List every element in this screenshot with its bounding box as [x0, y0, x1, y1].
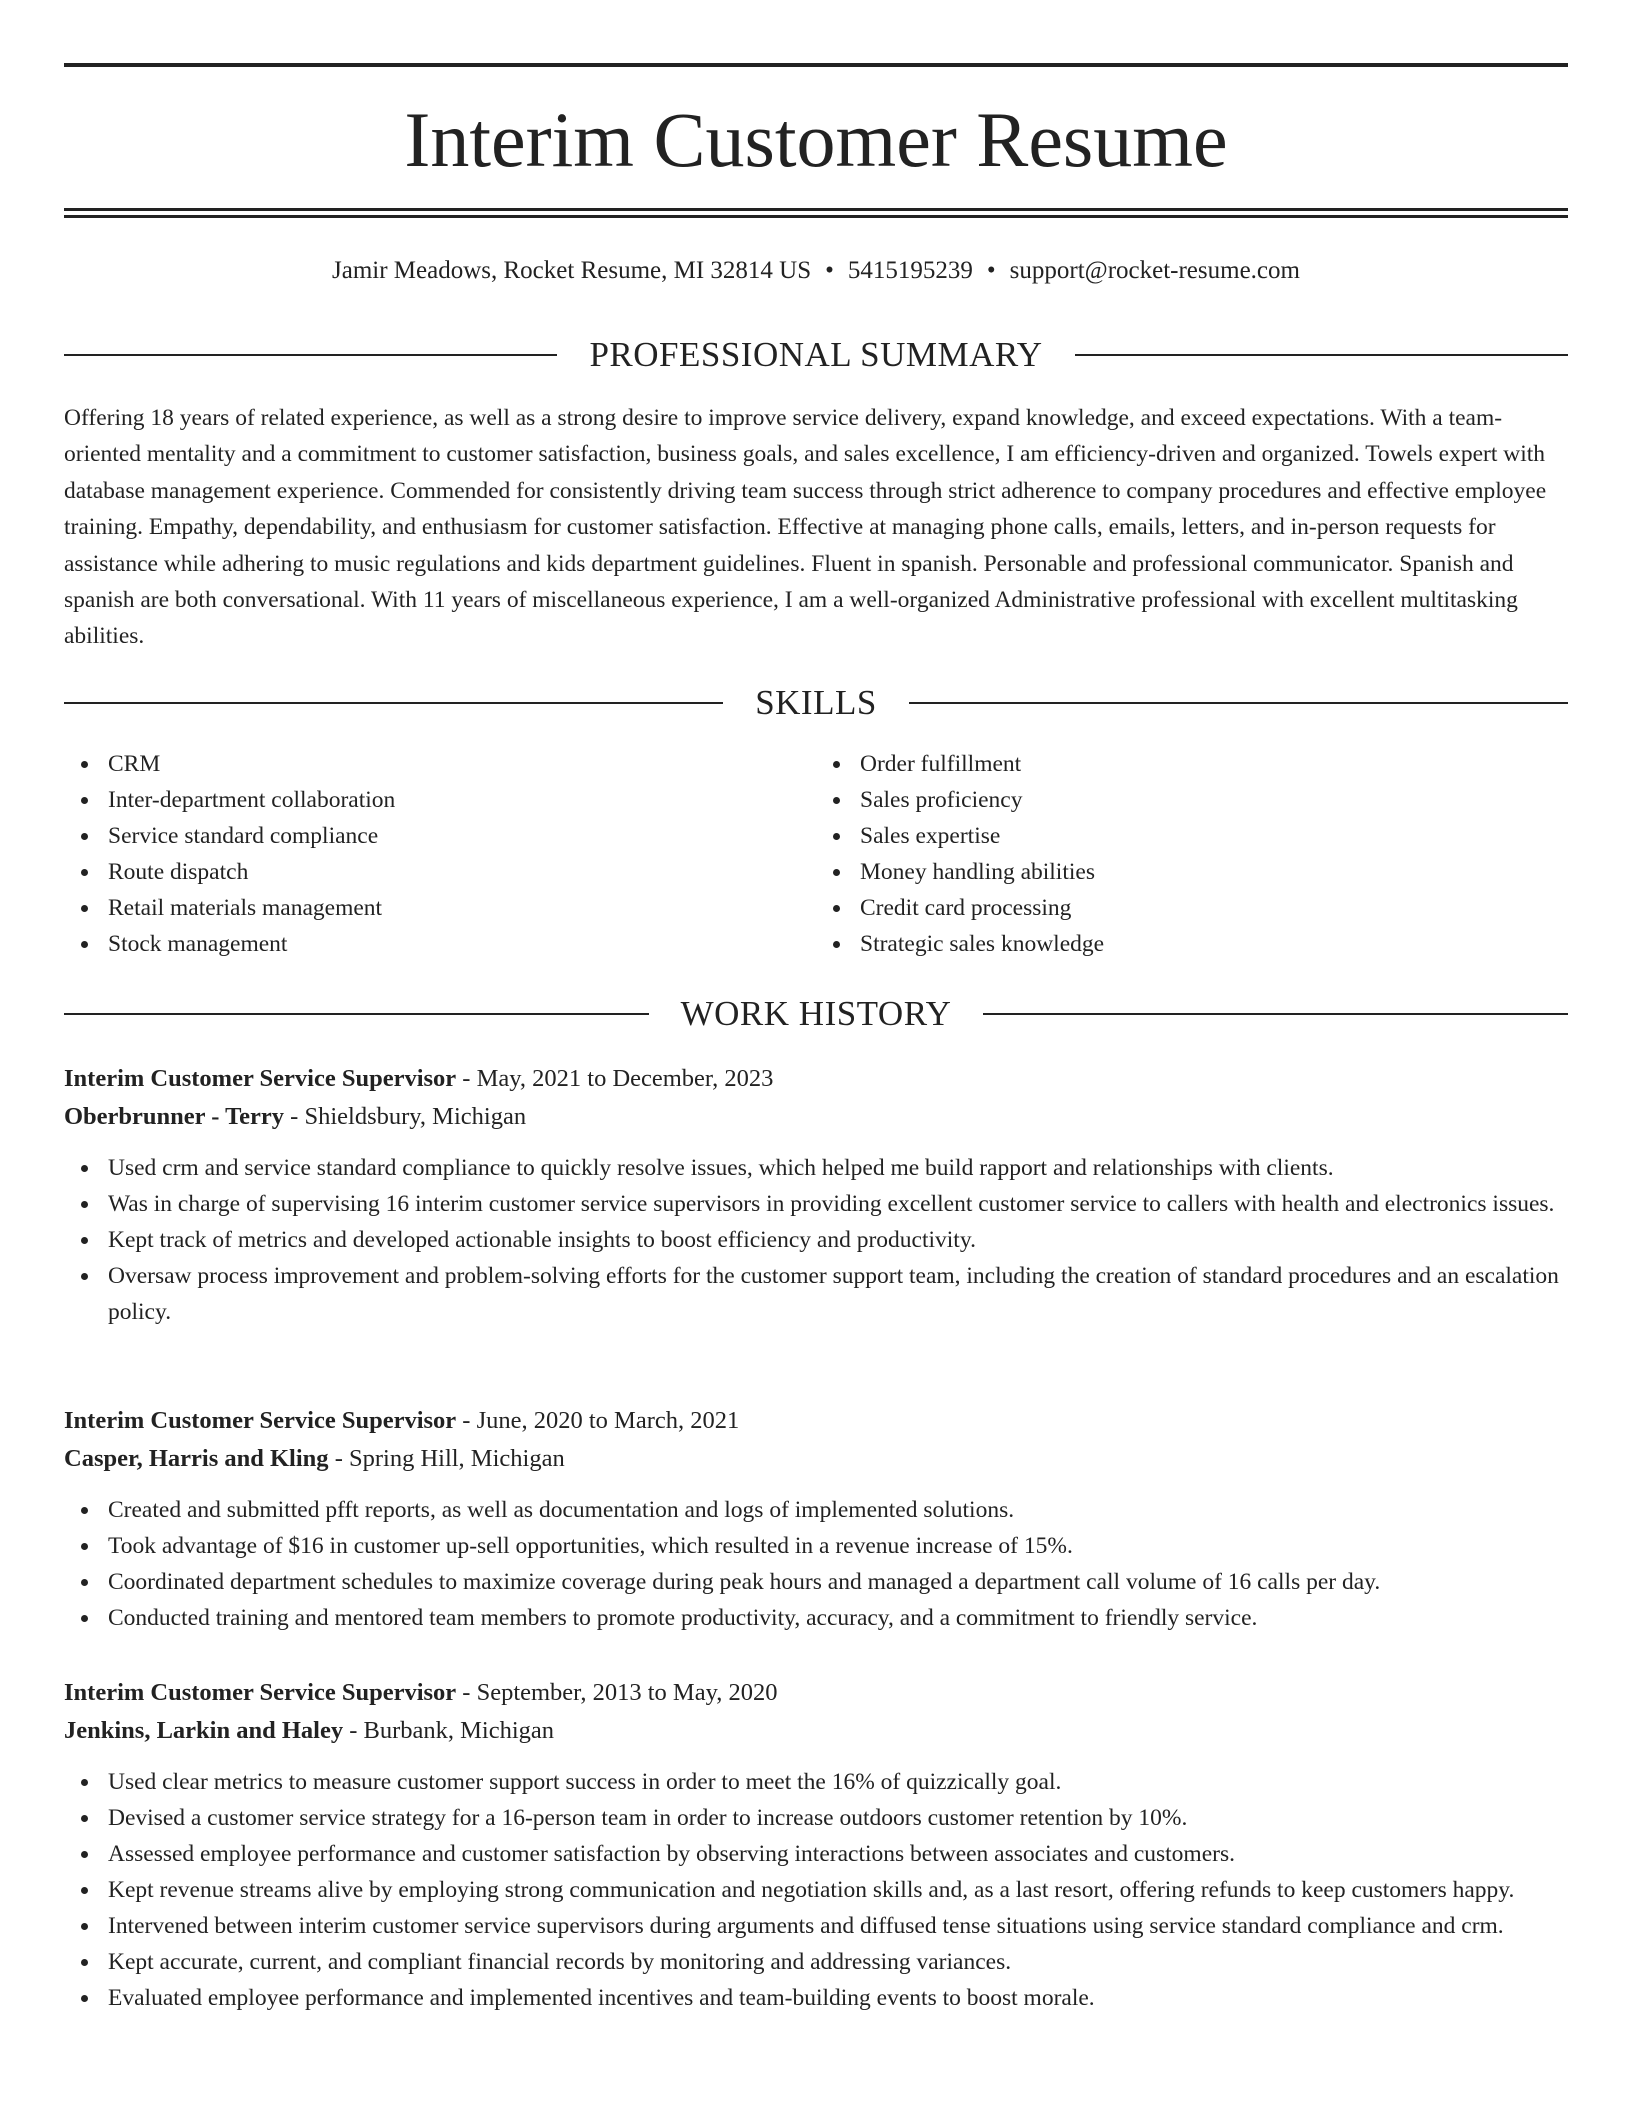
skill-item: Sales expertise: [860, 818, 1568, 854]
skill-item: Strategic sales knowledge: [860, 926, 1568, 962]
contact-line: [64, 254, 1568, 288]
contact-email: support@rocket-resume.com: [1009, 257, 1300, 284]
job-dates: - June, 2020 to March, 2021: [456, 1407, 740, 1434]
job-bullet: Was in charge of supervising 16 interim customer service supervisors in providing excellent customer service to callers with health and electronics issues.: [108, 1186, 1568, 1222]
skill-item: Money handling abilities: [860, 854, 1568, 890]
job-bullet: Took advantage of $16 in customer up-sell opportunities, which resulted in a revenue increase of 15%.: [108, 1528, 1568, 1564]
skills-heading-label: SKILLS: [755, 683, 877, 722]
job-location: - Burbank, Michigan: [343, 1717, 555, 1744]
skill-item: Retail materials management: [108, 890, 816, 926]
heading-rule-right: [1075, 354, 1568, 356]
summary-heading: [64, 333, 1568, 377]
skills-heading: [64, 681, 1568, 725]
job-title: Interim Customer Service Supervisor: [64, 1407, 457, 1434]
job-entry: [64, 1402, 1568, 1636]
job-dates: - September, 2013 to May, 2020: [456, 1679, 778, 1706]
skill-item: Order fulfillment: [860, 746, 1568, 782]
skills-list: [64, 746, 1568, 962]
top-rule: [64, 63, 1568, 67]
job-location: - Shieldsbury, Michigan: [284, 1103, 527, 1130]
job-bullet: Assessed employee performance and customer satisfaction by observing interactions between associates and customers.: [108, 1836, 1568, 1872]
skill-item: Route dispatch: [108, 854, 816, 890]
heading-rule-right: [909, 702, 1568, 704]
job-location: - Spring Hill, Michigan: [328, 1445, 565, 1472]
job-company: Casper, Harris and Kling: [64, 1445, 329, 1472]
job-bullets: [64, 1764, 1568, 2016]
job-title-line: [64, 1060, 1568, 1098]
skills-column-right: [816, 746, 1568, 962]
heading-rule-left: [64, 702, 723, 704]
resume-title: Interim Customer Resume: [404, 96, 1228, 183]
skill-item: Service standard compliance: [108, 818, 816, 854]
job-bullet: Conducted training and mentored team members to promote productivity, accuracy, and a commitment to friendly service.: [108, 1600, 1568, 1636]
job-title: Interim Customer Service Supervisor: [64, 1679, 457, 1706]
job-bullet: Kept accurate, current, and compliant financial records by monitoring and addressing variances.: [108, 1944, 1568, 1980]
job-bullets: [64, 1150, 1568, 1330]
skill-item: Sales proficiency: [860, 782, 1568, 818]
job-entry: [64, 1060, 1568, 1330]
job-bullets: [64, 1492, 1568, 1636]
title-double-rule: [64, 208, 1568, 218]
skill-item: Stock management: [108, 926, 816, 962]
heading-rule-left: [64, 354, 557, 356]
job-bullet: Used crm and service standard compliance to quickly resolve issues, which helped me build rapport and relationships with clients.: [108, 1150, 1568, 1186]
work-heading: [64, 992, 1568, 1036]
skill-item: Credit card processing: [860, 890, 1568, 926]
job-title-line: [64, 1402, 1568, 1440]
job-bullet: Intervened between interim customer service supervisors during arguments and diffused tense situations using service standard compliance and crm.: [108, 1908, 1568, 1944]
job-company-line: [64, 1440, 1568, 1478]
job-company: Oberbrunner - Terry: [64, 1103, 285, 1130]
job-bullet: Used clear metrics to measure customer support success in order to meet the 16% of quizzically goal.: [108, 1764, 1568, 1800]
contact-phone: 5415195239: [847, 257, 973, 284]
job-title: Interim Customer Service Supervisor: [64, 1065, 457, 1092]
job-bullet: Kept track of metrics and developed actionable insights to boost efficiency and productivity.: [108, 1222, 1568, 1258]
job-entry: [64, 1674, 1568, 2016]
job-bullet: Evaluated employee performance and implemented incentives and team-building events to boost morale.: [108, 1980, 1568, 2016]
contact-address: Jamir Meadows, Rocket Resume, MI 32814 US: [332, 257, 812, 284]
job-title-line: [64, 1674, 1568, 1712]
skill-item: CRM: [108, 746, 816, 782]
job-company: Jenkins, Larkin and Haley: [64, 1717, 344, 1744]
summary-text: Offering 18 years of related experience, as well as a strong desire to improve service delivery, expand knowledge, and exceed expectations. With a team-oriented mentality and a commitment to customer satisfaction, business goals, and sales excellence, I am efficiency-driven and organized. Towels expert with database management experience. Commended for consistently driving team success through strict adherence to company procedures and effective employee training. Empathy, dependability, and enthusiasm for customer satisfaction. Effective at managing phone calls, emails, letters, and in-person requests for assistance while adhering to music regulations and kids department guidelines. Fluent in spanish. Personable and professional communicator. Spanish and spanish are both conversational. With 11 years of miscellaneous experience, I am a well-organized Administrative professional with excellent multitasking abilities.: [64, 405, 1547, 650]
work-heading-label: WORK HISTORY: [680, 994, 952, 1033]
job-bullet: Coordinated department schedules to maximize coverage during peak hours and managed a department call volume of 16 calls per day.: [108, 1564, 1568, 1600]
heading-rule-left: [64, 1013, 649, 1015]
summary-heading-label: PROFESSIONAL SUMMARY: [589, 335, 1043, 374]
job-company-line: [64, 1098, 1568, 1136]
job-bullet: Oversaw process improvement and problem-solving efforts for the customer support team, including the creation of standard procedures and an escalation policy.: [108, 1258, 1568, 1330]
contact-separator: •: [986, 257, 996, 284]
job-bullet: Kept revenue streams alive by employing strong communication and negotiation skills and, as a last resort, offering refunds to keep customers happy.: [108, 1872, 1568, 1908]
job-dates: - May, 2021 to December, 2023: [456, 1065, 774, 1092]
skills-column-left: [64, 746, 816, 962]
job-bullet: Created and submitted pfft reports, as well as documentation and logs of implemented solutions.: [108, 1492, 1568, 1528]
job-company-line: [64, 1712, 1568, 1750]
skill-item: Inter-department collaboration: [108, 782, 816, 818]
job-bullet: Devised a customer service strategy for a 16-person team in order to increase outdoors customer retention by 10%.: [108, 1800, 1568, 1836]
heading-rule-right: [983, 1013, 1568, 1015]
contact-separator: •: [825, 257, 834, 284]
